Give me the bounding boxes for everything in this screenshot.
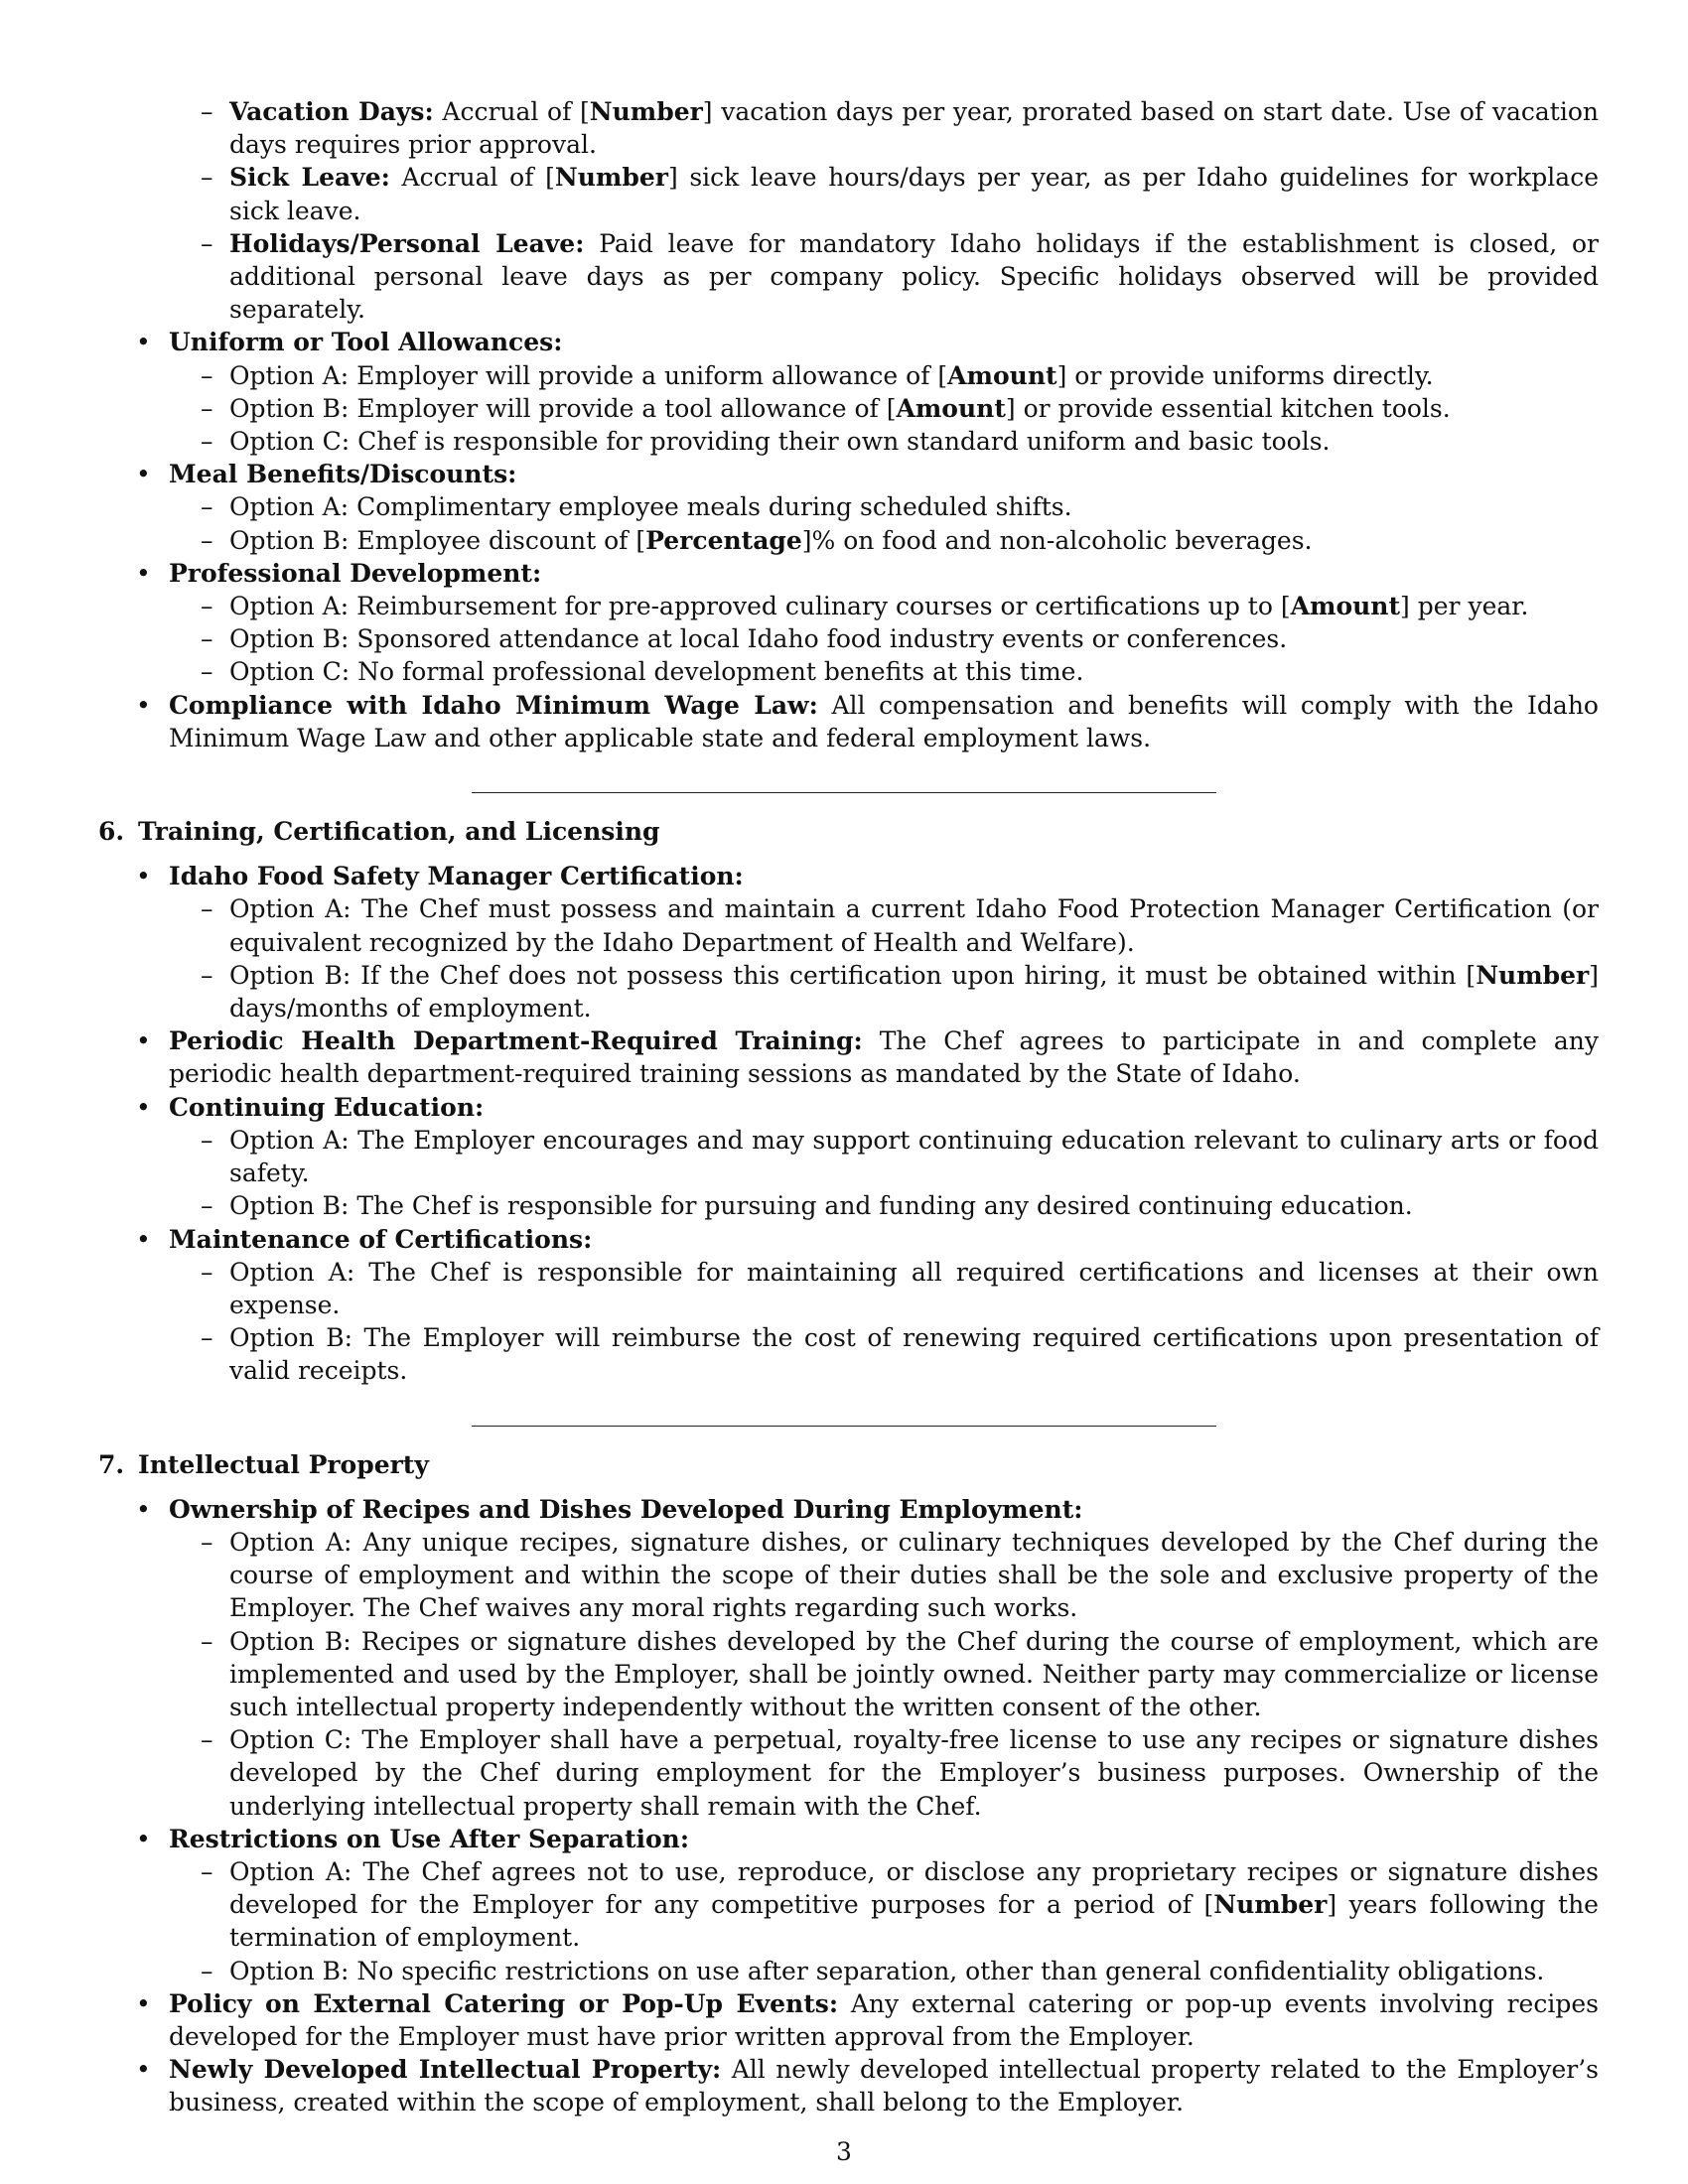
uniform-option-a: – Option A: Employer will provide a uniform allowance of [Amount] or provide uniforms directly. [94, 359, 1599, 392]
ownership-option-b: – Option B: Recipes or signature dishes developed by the Chef during the course of employment, which are implemented and used by the Employer, shall be jointly owned. Neither party may commercialize or license such intellectual property independently without the written consent of the other. [94, 1625, 1599, 1724]
prodev-option-c: – Option C: No formal professional development benefits at this time. [94, 655, 1599, 688]
meal-option-a: – Option A: Complimentary employee meals during scheduled shifts. [94, 490, 1599, 523]
prodev-heading: • Professional Development: [94, 557, 1599, 590]
continuing-option-b: – Option B: The Chef is responsible for pursuing and funding any desired continuing education. [94, 1189, 1599, 1222]
periodic-training-item: • Periodic Health Department-Required Training: The Chef agrees to participate in and complete any periodic health department-required training sessions as mandated by the State of Idaho. [94, 1024, 1599, 1090]
maintenance-option-b: – Option B: The Employer will reimburse the cost of renewing required certifications upon presentation of valid receipts. [94, 1321, 1599, 1387]
section-7-heading: 7. Intellectual Property [98, 1449, 429, 1479]
holidays-item: – Holidays/Personal Leave: Paid leave for mandatory Idaho holidays if the establishment is closed, or additional personal leave days as per company policy. Specific holidays observed will be provided separately. [94, 227, 1599, 327]
food-safety-option-b: – Option B: If the Chef does not possess this certification upon hiring, it must be obtained within [Number] days/months of employment. [94, 959, 1599, 1024]
wage-compliance-item: • Compliance with Idaho Minimum Wage Law: All compensation and benefits will comply with the Idaho Minimum Wage Law and other applicable state and federal employment laws. [94, 689, 1599, 754]
maintenance-option-a: – Option A: The Chef is responsible for maintaining all required certifications and licenses at their own expense. [94, 1256, 1599, 1321]
uniform-option-b: – Option B: Employer will provide a tool allowance of [Amount] or provide essential kitchen tools. [94, 392, 1599, 425]
ownership-heading: • Ownership of Recipes and Dishes Developed During Employment: [94, 1493, 1599, 1526]
catering-policy-item: • Policy on External Catering or Pop-Up Events: Any external catering or pop-up events involving recipes developed for the Employer must have prior written approval from the Employer. [94, 1987, 1599, 2053]
restrictions-option-a: – Option A: The Chef agrees not to use, reproduce, or disclose any proprietary recipes or signature dishes developed for the Employer for any competitive purposes for a period of [Number] years following the termination of employment. [94, 1855, 1599, 1955]
sick-leave-item: – Sick Leave: Accrual of [Number] sick leave hours/days per year, as per Idaho guidelines for workplace sick leave. [94, 161, 1599, 226]
page-content [94, 95, 1599, 2119]
restrictions-option-b: – Option B: No specific restrictions on use after separation, other than general confidentiality obligations. [94, 1955, 1599, 1987]
food-safety-heading: • Idaho Food Safety Manager Certification: [94, 860, 1599, 892]
meal-heading: • Meal Benefits/Discounts: [94, 458, 1599, 490]
new-ip-item: • Newly Developed Intellectual Property: All newly developed intellectual property related to the Employer’s business, created within the scope of employment, shall belong to the Employer. [94, 2053, 1599, 2118]
meal-option-b: – Option B: Employee discount of [Percentage]% on food and non-alcoholic beverages. [94, 524, 1599, 557]
prodev-option-b: – Option B: Sponsored attendance at local Idaho food industry events or conferences. [94, 622, 1599, 655]
continuing-education-heading: • Continuing Education: [94, 1091, 1599, 1124]
restrictions-heading: • Restrictions on Use After Separation: [94, 1823, 1599, 1855]
ownership-option-c: – Option C: The Employer shall have a perpetual, royalty-free license to use any recipes or signature dishes developed by the Chef during employment for the Employer’s business purposes. Ownership of the underlying intellectual property shall remain with the Chef. [94, 1723, 1599, 1823]
page-number: 3 [836, 2137, 852, 2166]
ownership-option-a: – Option A: Any unique recipes, signature dishes, or culinary techniques developed by the Chef during the course of employment and within the scope of their duties shall be the sole and exclusive property of the Employer. The Chef waives any moral rights regarding such works. [94, 1526, 1599, 1625]
uniform-heading: • Uniform or Tool Allowances: [94, 326, 1599, 358]
vacation-days-item: – Vacation Days: Accrual of [Number] vacation days per year, prorated based on start date. Use of vacation days requires prior approval. [94, 95, 1599, 161]
maintenance-heading: • Maintenance of Certifications: [94, 1223, 1599, 1256]
section-divider [472, 792, 1216, 793]
prodev-option-a: – Option A: Reimbursement for pre-approved culinary courses or certifications up to [Amount] per year. [94, 590, 1599, 622]
continuing-option-a: – Option A: The Employer encourages and may support continuing education relevant to culinary arts or food safety. [94, 1124, 1599, 1189]
uniform-option-c: – Option C: Chef is responsible for providing their own standard uniform and basic tools. [94, 425, 1599, 458]
section-6-heading: 6. Training, Certification, and Licensing [98, 817, 660, 847]
food-safety-option-a: – Option A: The Chef must possess and maintain a current Idaho Food Protection Manager Certification (or equivalent recognized by the Idaho Department of Health and Welfare). [94, 892, 1599, 958]
section-divider [472, 1426, 1216, 1427]
